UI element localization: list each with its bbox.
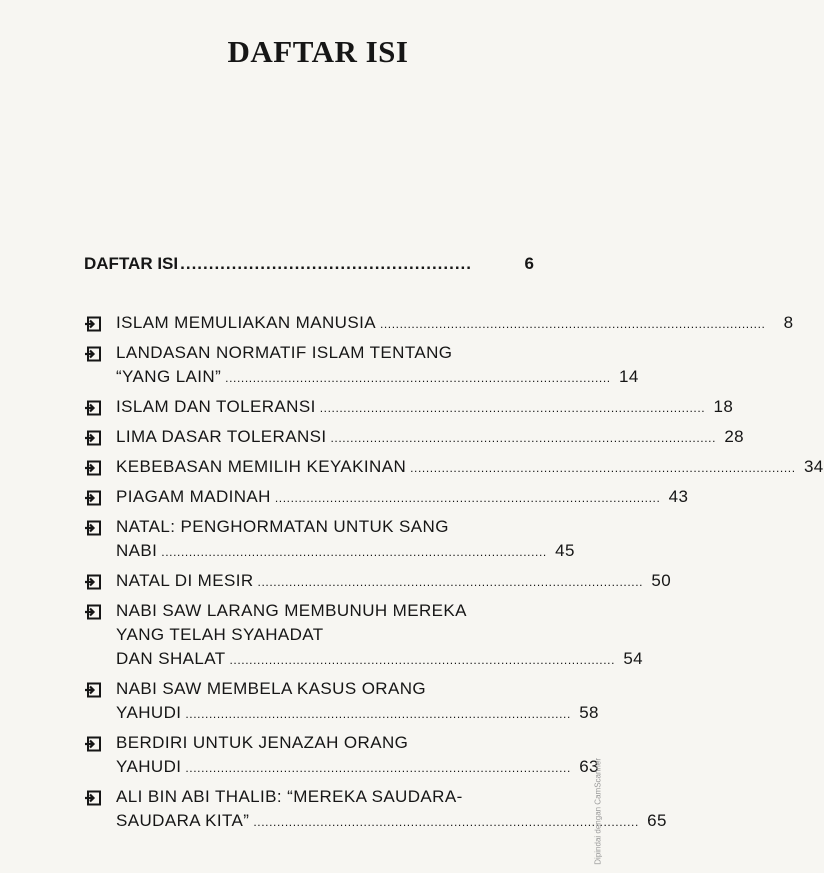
toc-entry-page: 8 xyxy=(783,313,794,332)
toc-entry-page: 63 xyxy=(579,757,599,776)
toc-entry-title: KEBEBASAN MEMILIH KEYAKINAN xyxy=(116,457,407,476)
dot-leader: .................................................................................................. xyxy=(410,461,796,475)
toc-entry-title: BERDIRI UNTUK JENAZAH ORANG xyxy=(116,733,409,752)
entry-arrow-icon xyxy=(84,425,116,449)
toc-heading-page: 6 xyxy=(524,254,534,273)
toc-entry[interactable] xyxy=(84,599,644,671)
toc-entry-title: “YANG LAIN” xyxy=(116,367,222,386)
page-title: DAFTAR ISI xyxy=(227,34,409,69)
toc-heading-label: DAFTAR ISI xyxy=(84,254,179,273)
dot-leader: .................................................................................................. xyxy=(185,761,571,775)
dot-leader: .................................................................................................. xyxy=(225,371,611,385)
toc-heading-leader: ................................................... xyxy=(180,254,473,273)
toc-entry-page: 58 xyxy=(579,703,599,722)
toc-entry[interactable] xyxy=(84,341,639,389)
entry-arrow-icon xyxy=(84,785,116,833)
toc-entry[interactable] xyxy=(84,395,734,419)
entry-arrow-icon xyxy=(84,731,116,779)
toc-entry[interactable] xyxy=(84,785,667,833)
dot-leader: .................................................................................................. xyxy=(319,401,706,415)
toc-entry-page: 65 xyxy=(647,811,667,830)
toc-entry-title: NATAL DI MESIR xyxy=(116,571,254,590)
toc-entry-title: YANG TELAH SYAHADAT xyxy=(116,625,324,644)
toc-entry-title: YAHUDI xyxy=(116,703,182,722)
entry-arrow-icon xyxy=(84,395,116,419)
toc-entry-page: 18 xyxy=(713,397,734,416)
toc-entry-page: 54 xyxy=(623,649,644,668)
toc-entry-page: 34 xyxy=(803,457,824,476)
dot-leader: .................................................................................................. xyxy=(257,575,644,589)
toc-entry-title: DAN SHALAT xyxy=(116,649,226,668)
toc-entry-page: 28 xyxy=(724,427,745,446)
scanner-watermark: Dipindai dengan CamScanner xyxy=(594,758,603,865)
toc-entry[interactable] xyxy=(84,515,575,563)
toc-entry[interactable] xyxy=(84,569,672,593)
dot-leader: .................................................................................................. xyxy=(229,653,616,667)
toc-entry[interactable] xyxy=(84,425,745,449)
toc-entry-page: 14 xyxy=(618,367,639,386)
dot-leader: .................................................................................................. xyxy=(379,317,766,331)
dot-leader: .................................................................................................. xyxy=(330,431,717,445)
toc-entry-title: LIMA DASAR TOLERANSI xyxy=(116,427,327,446)
toc-entry-title: ISLAM DAN TOLERANSI xyxy=(116,397,316,416)
toc-entry-title: ISLAM MEMULIAKAN MANUSIA xyxy=(116,313,376,332)
entry-arrow-icon xyxy=(84,485,116,509)
toc-entry-title: SAUDARA KITA” xyxy=(116,811,250,830)
dot-leader: .................................................................................................. xyxy=(274,491,661,505)
dot-leader: .................................................................................................. xyxy=(161,545,547,559)
toc-entry[interactable] xyxy=(84,485,689,509)
entry-arrow-icon xyxy=(84,515,116,563)
entry-arrow-icon xyxy=(84,341,116,389)
entry-arrow-icon xyxy=(84,569,116,593)
toc-entry-title: NABI xyxy=(116,541,158,560)
dot-leader: .................................................................................................. xyxy=(185,707,571,721)
toc-entry-page: 45 xyxy=(555,541,575,560)
toc-entry-title: NABI SAW LARANG MEMBUNUH MEREKA xyxy=(116,601,467,620)
toc-entry[interactable] xyxy=(84,677,599,725)
toc-entry-page: 50 xyxy=(651,571,672,590)
toc-entry-title: PIAGAM MADINAH xyxy=(116,487,271,506)
toc-entry-title: NATAL: PENGHORMATAN UNTUK SANG xyxy=(116,517,449,536)
toc-entry[interactable] xyxy=(84,455,824,479)
entry-arrow-icon xyxy=(84,599,116,671)
toc-entry-title: LANDASAN NORMATIF ISLAM TENTANG xyxy=(116,343,453,362)
toc-heading xyxy=(84,254,534,274)
toc-entry-title: NABI SAW MEMBELA KASUS ORANG xyxy=(116,679,427,698)
toc-entry-page: 43 xyxy=(668,487,689,506)
toc-entry[interactable] xyxy=(84,311,794,335)
toc-entry-title: YAHUDI xyxy=(116,757,182,776)
toc-entry[interactable] xyxy=(84,731,599,779)
entry-arrow-icon xyxy=(84,677,116,725)
toc-entry-title: ALI BIN ABI THALIB: “MEREKA SAUDARA- xyxy=(116,787,463,806)
entry-arrow-icon xyxy=(84,455,116,479)
entry-arrow-icon xyxy=(84,311,116,335)
dot-leader: .................................................................................................. xyxy=(253,815,639,829)
